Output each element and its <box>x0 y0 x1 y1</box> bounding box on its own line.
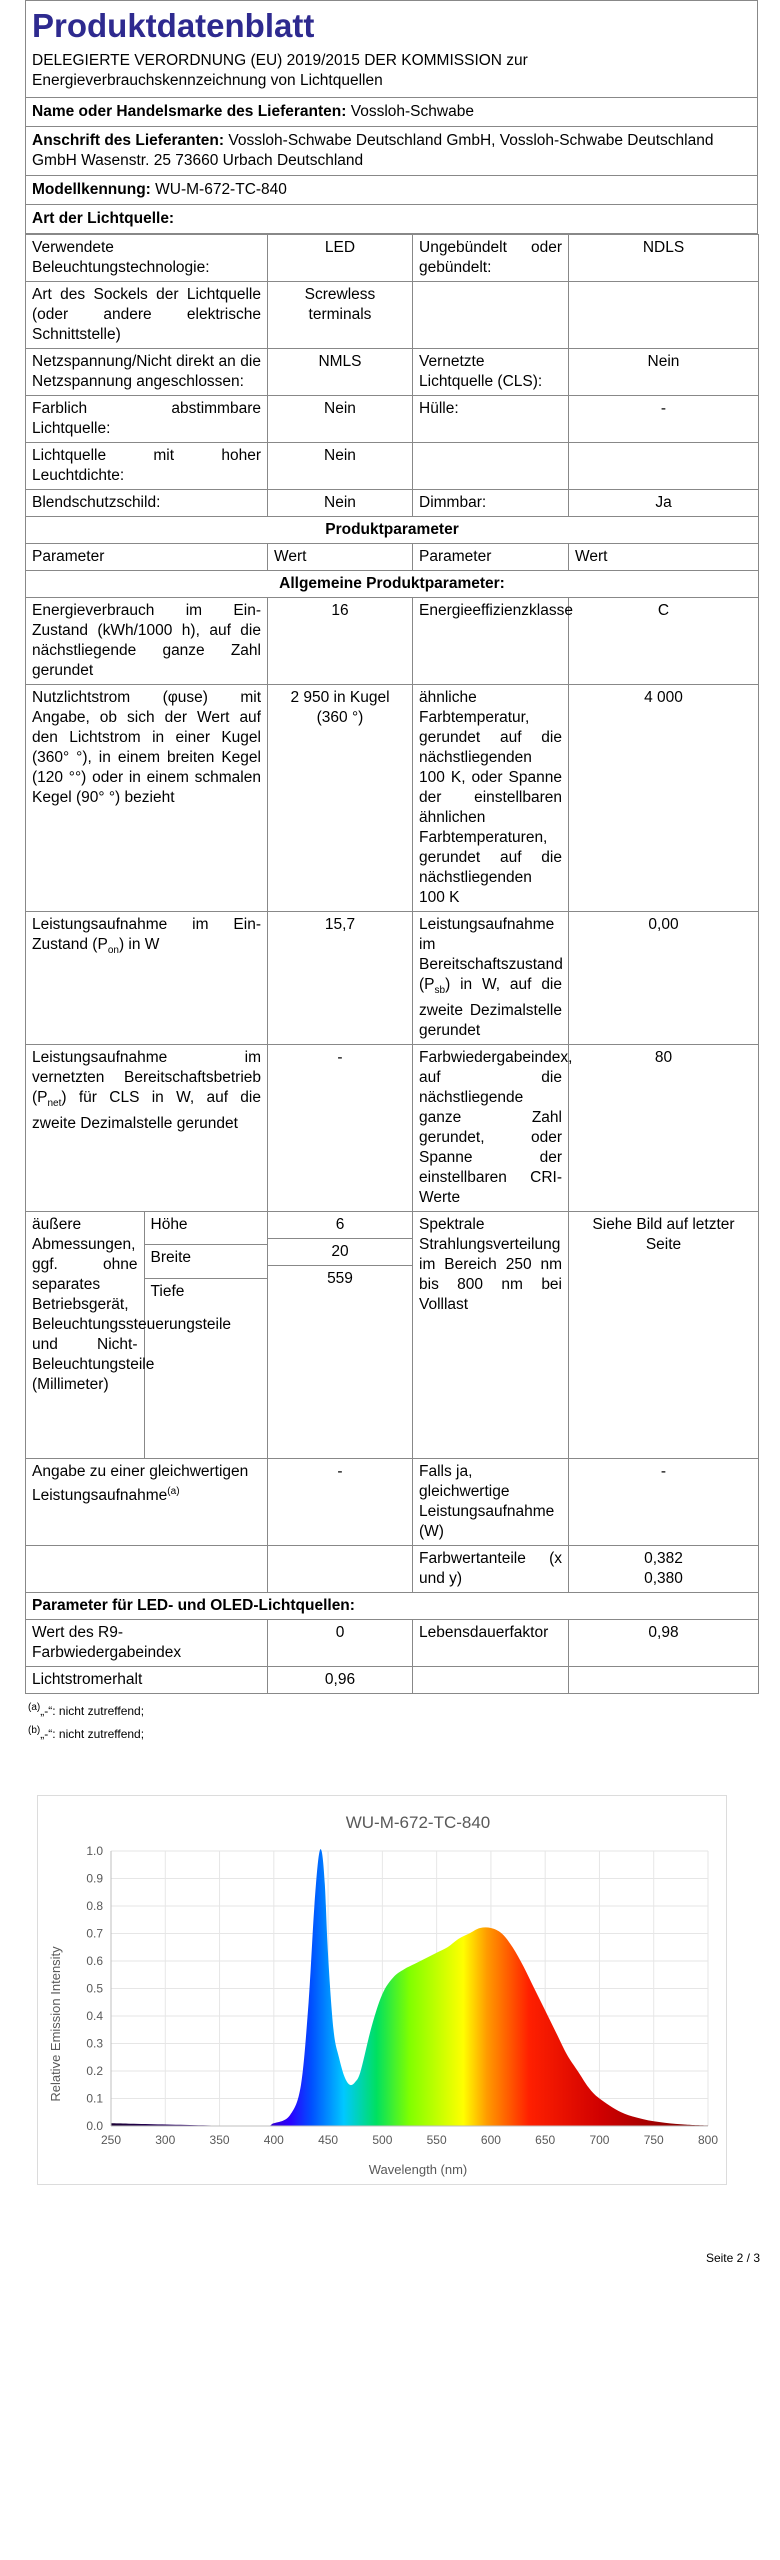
cri-label: Farbwiedergabeindex, auf die nächstliegende ganze Zahl gerundet, oder Spanne der einstellbaren CRI-Werte <box>413 1045 569 1212</box>
pon-label-pre: Leistungsaufnahme im Ein-Zustand (P <box>32 916 261 953</box>
x-tick-label: 600 <box>480 2133 501 2147</box>
empty-cell <box>569 443 759 490</box>
table-row <box>26 517 759 544</box>
empty-cell <box>26 1546 268 1593</box>
y-tick-label: 0.4 <box>86 2009 103 2023</box>
dimensions-cell <box>26 1212 268 1459</box>
spectrum-chart <box>37 1795 727 2185</box>
glare-value: Nein <box>268 490 413 517</box>
depth-value: 559 <box>327 1270 353 1288</box>
pon-sub: on <box>107 945 119 957</box>
cct-value: 4 000 <box>569 685 759 912</box>
title-block <box>25 0 758 97</box>
equiv-yes-value: - <box>569 1459 759 1546</box>
envelope-value: - <box>569 396 759 443</box>
psb-value: 0,00 <box>569 912 759 1045</box>
chromaticity-label: Farbwertanteile (x und y) <box>413 1546 569 1593</box>
x-tick-label: 300 <box>155 2133 176 2147</box>
lightsource-table <box>25 234 759 1694</box>
equiv-value: - <box>268 1459 413 1546</box>
spectral-label: Spektrale Strahlungsverteilung im Bereich 250 nm bis 800 nm bei Volllast <box>413 1212 569 1459</box>
x-tick-label: 500 <box>372 2133 393 2147</box>
regulation-text: DELEGIERTE VERORDNUNG (EU) 2019/2015 DER KOMMISSION zur Energieverbrauchskennzeichnung von Lichtquellen <box>32 52 528 89</box>
bundled-value: NDLS <box>569 235 759 282</box>
cls-value: Nein <box>569 349 759 396</box>
footnote-a-text: „-“: nicht zutreffend; <box>40 1704 145 1719</box>
energy-value: 16 <box>268 598 413 685</box>
pnet-sub: net <box>47 1098 62 1110</box>
x-tick-label: 800 <box>697 2133 719 2147</box>
cri-value: 80 <box>569 1045 759 1212</box>
y-tick-label: 1.0 <box>86 1844 103 1858</box>
col-value-header: Wert <box>569 544 759 571</box>
dimensions-subtable <box>26 1212 267 1458</box>
psb-label-pre: Leistungsaufnahme im Bereitschaftszustand (P <box>419 916 563 993</box>
col-value-header: Wert <box>268 544 413 571</box>
mains-label: Netzspannung/Nicht direkt an die Netzspannung angeschlossen: <box>26 349 268 396</box>
mains-value: NMLS <box>268 349 413 396</box>
color-tunable-label: Farblich abstimmbare Lichtquelle: <box>26 396 268 443</box>
energy-label: Energieverbrauch im Ein-Zustand (kWh/1000 h), auf die nächstliegende ganze Zahl gerundet <box>26 598 268 685</box>
empty-cell <box>569 282 759 349</box>
model-value: WU-M-672-TC-840 <box>155 181 287 198</box>
tech-value: LED <box>268 235 413 282</box>
lumen-maintenance-label: Lichtstromerhalt <box>26 1667 268 1694</box>
table-row <box>268 1212 412 1239</box>
table-row <box>26 1212 267 1245</box>
high-luminance-value: Nein <box>268 443 413 490</box>
supplier-value: Vossloh-Schwabe <box>350 103 474 120</box>
empty-cell <box>413 282 569 349</box>
table-row <box>26 571 759 598</box>
life-factor-label: Lebensdauerfaktor <box>413 1620 569 1667</box>
life-factor-value: 0,98 <box>569 1620 759 1667</box>
pnet-label <box>26 1045 268 1212</box>
table-row <box>26 598 759 685</box>
table-row <box>26 443 759 490</box>
supplier-label: Name oder Handelsmarke des Lieferanten: <box>32 103 347 120</box>
empty-cell <box>569 1667 759 1694</box>
chart-xlabel: Wavelength (nm) <box>368 2162 468 2177</box>
table-row <box>268 1266 412 1446</box>
dimmable-label: Dimmbar: <box>413 490 569 517</box>
spectrum-chart-svg <box>38 1796 728 2186</box>
address-value: Vossloh-Schwabe Deutschland GmbH, Vossloh-Schwabe Deutschland GmbH Wasenstr. 25 73660 Urbach Deutschland <box>32 132 714 169</box>
equiv-label <box>26 1459 268 1546</box>
table-row <box>26 1459 759 1546</box>
table-row <box>26 1620 759 1667</box>
x-tick-label: 350 <box>209 2133 230 2147</box>
psb-label <box>413 912 569 1045</box>
col-param-header: Parameter <box>26 544 268 571</box>
pon-label-post: ) in W <box>118 936 160 953</box>
table-row <box>268 1239 412 1266</box>
cls-label: Vernetzte Lichtquelle (CLS): <box>413 349 569 396</box>
envelope-label: Hülle: <box>413 396 569 443</box>
pnet-label-post: ) für CLS in W, auf die zweite Dezimalstelle gerundet <box>32 1089 261 1133</box>
y-tick-label: 0.8 <box>86 1899 103 1913</box>
table-row <box>26 685 759 912</box>
energy-class-value: C <box>569 598 759 685</box>
supplier-row <box>25 97 758 127</box>
chromaticity-value <box>569 1546 759 1593</box>
chart-ylabel: Relative Emission Intensity <box>48 1946 63 2102</box>
table-row <box>26 490 759 517</box>
footnote-b-text: „-“: nicht zutreffend; <box>40 1727 145 1742</box>
depth-label: Tiefe <box>150 1282 185 1300</box>
cct-label: ähnliche Farbtemperatur, gerundet auf die nächstliegenden 100 K, oder Spanne der einstellbaren ähnlichen Farbtemperaturen, gerundet auf die nächstliegenden 100 K <box>413 685 569 912</box>
footnote-b-mark: (b) <box>28 1725 41 1737</box>
table-row <box>26 396 759 443</box>
model-row <box>25 176 758 205</box>
page-title: Produktdatenblatt <box>32 7 315 44</box>
equiv-yes-label: Falls ja, gleichwertige Leistungsaufnahme (W) <box>413 1459 569 1546</box>
socket-value: Screwless terminals <box>268 282 413 349</box>
page-label: Seite <box>705 2251 734 2265</box>
dimensions-values-cell <box>268 1212 413 1459</box>
col-param-header: Parameter <box>413 544 569 571</box>
table-row <box>26 1593 759 1620</box>
r9-label: Wert des R9-Farbwiedergabeindex <box>26 1620 268 1667</box>
footnote-b <box>25 1721 758 1744</box>
x-tick-label: 700 <box>589 2133 610 2147</box>
flux-value: 2 950 in Kugel (360 °) <box>268 685 413 912</box>
table-row <box>26 544 759 571</box>
table-row <box>26 1045 759 1212</box>
glare-label: Blendschutzschild: <box>26 490 268 517</box>
dimensions-values-subtable <box>268 1212 412 1446</box>
x-tick-label: 550 <box>426 2133 447 2147</box>
y-tick-label: 0.6 <box>86 1954 103 1968</box>
dimmable-value: Ja <box>569 490 759 517</box>
psb-sub: sb <box>434 985 446 997</box>
datasheet <box>25 0 758 1744</box>
flux-label: Nutzlichtstrom (φuse) mit Angabe, ob sich der Wert auf den Lichtstrom in einer Kugel (360° °), in einem breiten Kegel (120 °°) oder in einem schmalen Kegel (90° °) bezieht <box>26 685 268 912</box>
y-tick-label: 0.2 <box>86 2064 103 2078</box>
width-label: Breite <box>144 1245 267 1278</box>
y-tick-label: 0.0 <box>86 2119 103 2133</box>
address-label: Anschrift des Lieferanten: <box>32 132 225 149</box>
x-tick-label: 450 <box>318 2133 339 2147</box>
footnote-a-mark: (a) <box>28 1702 41 1714</box>
y-tick-label: 0.1 <box>86 2091 103 2106</box>
width-value: 20 <box>268 1239 412 1266</box>
empty-cell <box>268 1546 413 1593</box>
footnote-a <box>25 1698 758 1721</box>
y-tick-label: 0.5 <box>86 1981 103 1996</box>
chromaticity-y: 0,380 <box>644 1570 683 1588</box>
chromaticity-x: 0,382 <box>644 1550 683 1568</box>
x-tick-label: 250 <box>100 2133 122 2147</box>
pnet-label-pre: Leistungsaufnahme im vernetzten Bereitschaftsbetrieb (P <box>32 1049 261 1107</box>
pnet-value: - <box>268 1045 413 1212</box>
socket-label: Art des Sockels der Lichtquelle (oder andere elektrische Schnittstelle) <box>26 282 268 349</box>
page-number: 2 / 3 <box>736 2251 760 2265</box>
x-tick-label: 400 <box>263 2133 284 2147</box>
bundled-label: Ungebündelt oder gebündelt: <box>413 235 569 282</box>
table-row <box>26 1212 759 1459</box>
x-tick-label: 750 <box>643 2133 664 2147</box>
pon-label <box>26 912 268 1045</box>
led-params-heading: Parameter für LED- und OLED-Lichtquellen: <box>26 1593 759 1620</box>
psb-label-post: ) in W, auf die zweite Dezimalstelle gerundet <box>419 976 562 1040</box>
tech-label: Verwendete Beleuchtungstechnologie: <box>26 235 268 282</box>
y-tick-label: 0.3 <box>86 2036 103 2051</box>
height-label: Höhe <box>144 1212 267 1245</box>
table-row <box>26 282 759 349</box>
table-row <box>26 349 759 396</box>
color-tunable-value: Nein <box>268 396 413 443</box>
table-row <box>26 1667 759 1694</box>
table-row <box>26 235 759 282</box>
empty-cell <box>413 443 569 490</box>
high-luminance-label: Lichtquelle mit hoher Leuchtdichte: <box>26 443 268 490</box>
model-label: Modellkennung: <box>32 181 151 198</box>
pon-value: 15,7 <box>268 912 413 1045</box>
dimensions-label: äußere Abmessungen, ggf. ohne separates Betriebsgerät, Beleuchtungssteuerungsteile und Nicht-Beleuchtungsteile (Millimeter) <box>26 1212 144 1458</box>
chart-title: WU-M-672-TC-840 <box>345 1813 491 1832</box>
page-footer <box>706 2248 760 2268</box>
r9-value: 0 <box>268 1620 413 1667</box>
energy-class-label: Energieeffizienzklasse <box>413 598 569 685</box>
table-row <box>26 1546 759 1593</box>
x-tick-label: 650 <box>535 2133 556 2147</box>
empty-cell <box>413 1667 569 1694</box>
equiv-sup: (a) <box>167 1486 180 1498</box>
y-tick-label: 0.7 <box>86 1926 103 1941</box>
address-row <box>25 127 758 176</box>
equiv-label-text: Angabe zu einer gleichwertigen Leistungsaufnahme <box>32 1463 249 1505</box>
table-row <box>26 912 759 1045</box>
lightsource-heading-row <box>25 205 758 234</box>
height-value: 6 <box>268 1212 412 1239</box>
lightsource-heading: Art der Lichtquelle: <box>32 210 175 227</box>
lumen-maintenance-value: 0,96 <box>268 1667 413 1694</box>
y-tick-label: 0.9 <box>86 1871 103 1886</box>
spectral-value: Siehe Bild auf letzter Seite <box>569 1212 759 1459</box>
product-params-heading: Produktparameter <box>26 517 759 544</box>
general-params-heading: Allgemeine Produktparameter: <box>26 571 759 598</box>
spectrum-area <box>111 1849 708 2126</box>
